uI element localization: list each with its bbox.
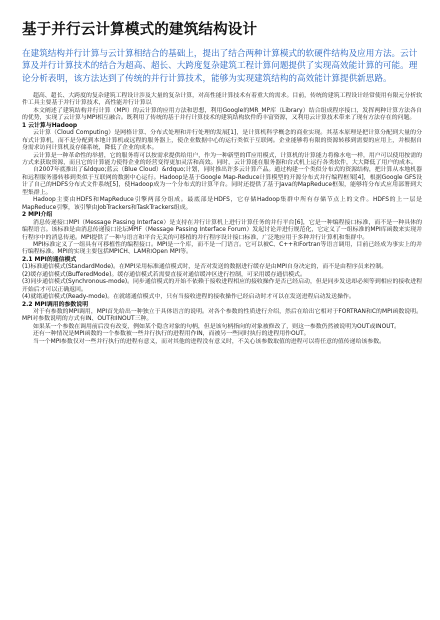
paragraph: 超高、超长、大跨度的复杂建筑工程设计涉及大量的复杂计算，对高性能计算技术有着重大的需求。目前，传统的建筑工程设计经常使用有限元分析软件工具主要基于并行计算技术，高性能并行计算以 xyxy=(22,92,422,107)
abstract xyxy=(22,48,422,85)
document-title: 基于并行云计算模式的建筑结构设计 xyxy=(22,22,258,38)
paragraph: 云计算是一种革命性的举措，它的服务将可以按需求提供给用户，作为一种新型的IT应用模式，计算机的计算能力将像水电一样，用户可以使用按需的方式来获取资源，而且它的计算能力使得企业的经营变得更加灵活和高效。同时，云计算能在服务器和台式机上运行各类软件，大大降低了用户的成本。 xyxy=(22,152,422,166)
section-heading: 2 MPI介绍 xyxy=(22,212,53,219)
paragraph: 云计算（Cloud Computing）是网格计算、分布式处理和并行处理的发展[1]，是计算机科学概念的商业实现。其基本原理是把计算分配到大量的分布式计算机，而不是分配到本地计算机或远程的服务器上，使企业数据中心的运行类似于互联网。企业能够将有限的资源转移到需要的应用上，并根据自身需求访问计算机及存储系统，降低了企业的成本。 xyxy=(22,130,422,152)
paragraph: (4)就绪通信模式(Ready-mode)。在就绪通信模式中，只有当接收进程的接收操作已经启动时才可以在发送进程启动发送操作。 xyxy=(22,294,355,301)
paragraph: (1)标准通信模式(StandardMode)。在MPI采用标准通信模式时，是否对发送的数据进行缓存是由MPI自身决定的，而不是由程序员来控制。 xyxy=(22,264,388,271)
section-heading: 1 云计算与Hadoop xyxy=(22,122,78,129)
paragraph: 如果某一个参数在调用前后没有改变，例如某个隐含对象的句柄，但是该句柄指向的对象被修改了，则这一参数仍然被说明为OUT或INOUT。 xyxy=(33,323,401,330)
section-heading: 2.1 MPI的通信模式 xyxy=(22,256,77,263)
paragraph: 自2007年底推出了&ldquo;蓝云（Blue Cloud）&rdquo;计划，同时推出许多云计算产品。通过构建一个类似分布式的资源结构，把计算从本地机器和远程服务器转移到类似于互联网的数据中心运行。Hadoop是基于Google Map-Reduce计算模型的开源分布式并行编程框架[4]，根据Google GFS设计了自己的HDFS分布式文件系统[5]，使Hadoop成为一个分布式的计算平台。同时还提供了基于Java的MapReduce框架，能够将分布式应用部署到大型集群上。 xyxy=(22,167,422,196)
abstract-text: 在建筑结构并行计算与云计算相结合的基础上，提出了结合两种计算模式的软硬件结构及应用方法。云计算及并行计算技术的结合为超高、超长、大跨度复杂建筑工程计算问题提供了实现高效能计算的可能。理论分析表明，该方法达到了传统的并行计算技术，能够为实现建筑结构的高效能计算提供新思路。 xyxy=(22,49,418,84)
paragraph: (3)同步通信模式(Synchronous-mode)。同步通信模式的开始不依赖于接收进程相应的接收操作是否已经启动，但是同步发送却必须等到相应的接收进程开始后才可以正确返回。 xyxy=(22,279,422,293)
paragraph: 还有一种情况是MPI函数的一个参数被一些并行执行的进程用作IN，而被另一些同时执行的进程用作OUT。 xyxy=(33,331,310,338)
paragraph: 本文阐述了建筑结构并行计算（MPI）的云计算的应用方法和思想，利用Google的MR_MP库（Library）结合组成程序接口，发挥两种计算方法各自的优势，实现了云计算与MPI相互融合。既利用了传统的基于并行计算技术的建筑结构软件的丰富资源，又利用云计算技术带来了现有方法存在的问题。 xyxy=(22,107,422,122)
paragraph: Hadoop主要由HDFS和MapReduce引擎两部分组成。最底部是HDFS，它存储Hadoop集群中所有存储节点上的文件。HDFS的上一层是MapReduce引擎，该引擎由JobTrackers和TaskTrackers组成。 xyxy=(22,197,422,211)
paragraph: (2)缓存通信模式(BufferedMode)。缓存通信模式若需要直接对通信缓冲区进行控制，可采用缓存通信模式。 xyxy=(22,271,306,278)
body-text xyxy=(22,93,422,346)
paragraph: MPI标准定义了一组具有可移植性的编程接口。MPI是一个库，而不是一门语言。它可以被C、C++和Fortran等语言调用，目前已经成为事实上的并行编程标准。MPI的实现主要包括MPICH、LAM和Open MPI等。 xyxy=(22,241,422,256)
paragraph: 对于有参数的MPI调用，MPI首先给出一种独立于具体语言的说明。对各个参数的性质进行介绍，然后在给出它相对于FORTRAN和C的MPI函数说明。MPI对参数说明的方式有IN、OUT和INOUT三种。 xyxy=(22,309,422,323)
paragraph: 消息传递接口MPI（Message Passing Interface）是支持在并行计算机上进行计算任务的并行平台[6]，它是一种编程接口标准，而不是一种具体的编程语言。该标准是由消息传递接口论坛MPIF（Message Passing Interface Forum）发起讨论并进行规范化，它定义了一组标准的MPI库函数来实现并行程序中的消息传递。MPI提供了一种与语言和平台无关的可移植的并行程序设计接口标准，广泛地应用于多种并行计算机和集群中。 xyxy=(22,219,422,241)
section-heading: 2.2 MPI调用的参数说明 xyxy=(22,301,89,308)
paragraph: 当一个MPI参数仅对一些并行执行的进程有意义，而对其他的进程没有意义时，不关心该参数取值的进程可以将任意的值传递给该参数。 xyxy=(33,338,386,345)
